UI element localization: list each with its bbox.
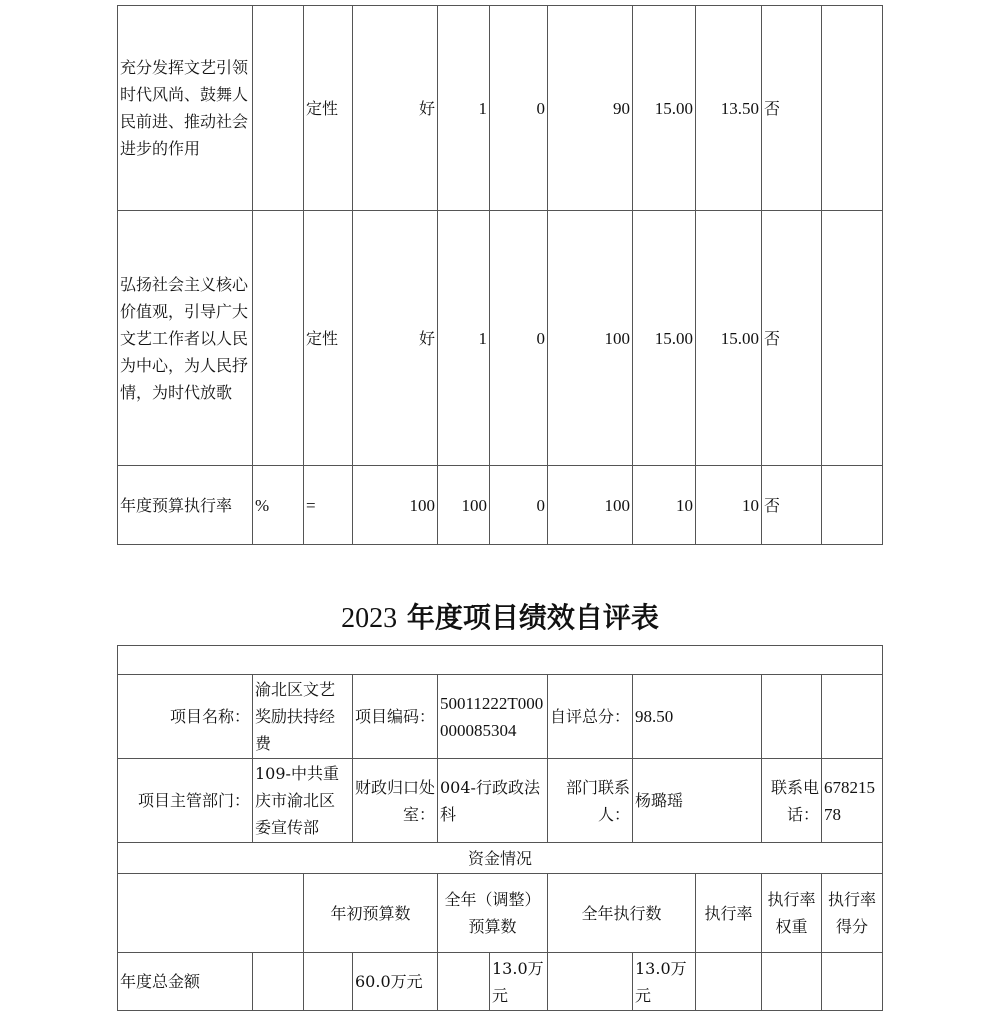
table-row <box>118 874 883 953</box>
indicator-flag: 否 <box>762 211 822 466</box>
empty-cell <box>822 675 883 759</box>
table-row <box>118 211 883 466</box>
table-row <box>118 675 883 759</box>
indicator-completion: 100 <box>548 211 633 466</box>
indicator-note <box>822 6 883 211</box>
total-initial: 60.0万元 <box>353 953 438 1011</box>
project-name: 渝北区文艺奖励扶持经费 <box>253 675 353 759</box>
indicator-unit: % <box>253 466 304 545</box>
blank-row <box>118 646 883 675</box>
empty-cell <box>822 953 883 1011</box>
indicator-deviation: 0 <box>490 211 548 466</box>
indicator-deviation: 0 <box>490 6 548 211</box>
contact: 杨璐瑶 <box>633 759 762 843</box>
empty-cell <box>762 953 822 1011</box>
table-row <box>118 646 883 675</box>
indicator-note <box>822 211 883 466</box>
empty-cell <box>253 953 304 1011</box>
indicator-weight: 10 <box>633 466 696 545</box>
table-row <box>118 759 883 843</box>
indicator-unit <box>253 6 304 211</box>
total-adjusted: 13.0万元 <box>490 953 548 1011</box>
finance-label: 财政归口处室： <box>353 759 438 843</box>
self-score: 98.50 <box>633 675 762 759</box>
phone-label: 联系电话： <box>762 759 822 843</box>
indicator-name: 年度预算执行率 <box>118 466 253 545</box>
indicator-score: 10 <box>696 466 762 545</box>
empty-cell <box>438 953 490 1011</box>
self-score-label: 自评总分： <box>548 675 633 759</box>
dept-label: 项目主管部门： <box>118 759 253 843</box>
indicator-completion: 90 <box>548 6 633 211</box>
indicator-type: 定性 <box>304 6 353 211</box>
indicator-weight: 15.00 <box>633 211 696 466</box>
col-rate: 执行率 <box>696 874 762 953</box>
indicator-name: 充分发挥文艺引领时代风尚、鼓舞人民前进、推动社会进步的作用 <box>118 6 253 211</box>
indicator-deviation: 0 <box>490 466 548 545</box>
indicator-actual: 100 <box>438 466 490 545</box>
indicator-note <box>822 466 883 545</box>
funds-header: 资金情况 <box>118 843 883 874</box>
table-row <box>118 466 883 545</box>
indicator-table <box>117 5 883 545</box>
indicator-score: 15.00 <box>696 211 762 466</box>
indicator-target: 好 <box>353 6 438 211</box>
project-name-label: 项目名称： <box>118 675 253 759</box>
table-row <box>118 953 883 1011</box>
page-title <box>0 598 1000 639</box>
indicator-target: 100 <box>353 466 438 545</box>
indicator-actual: 1 <box>438 211 490 466</box>
col-rate-weight: 执行率权重 <box>762 874 822 953</box>
indicator-completion: 100 <box>548 466 633 545</box>
phone: 67821578 <box>822 759 883 843</box>
indicator-flag: 否 <box>762 466 822 545</box>
title-year: 2023 <box>341 603 398 634</box>
col-adjusted-budget: 全年（调整）预算数 <box>438 874 548 953</box>
indicator-score: 13.50 <box>696 6 762 211</box>
empty-cell <box>762 675 822 759</box>
indicator-weight: 15.00 <box>633 6 696 211</box>
col-initial-budget: 年初预算数 <box>304 874 438 953</box>
indicator-type: = <box>304 466 353 545</box>
total-label: 年度总金额 <box>118 953 253 1011</box>
indicator-actual: 1 <box>438 6 490 211</box>
indicator-name: 弘扬社会主义核心价值观，引导广大文艺工作者以人民为中心，为人民抒情，为时代放歌 <box>118 211 253 466</box>
contact-label: 部门联系人： <box>548 759 633 843</box>
empty-cell <box>696 953 762 1011</box>
project-code: 50011222T000000085304 <box>438 675 548 759</box>
empty-cell <box>118 874 304 953</box>
indicator-type: 定性 <box>304 211 353 466</box>
title-text: 年度项目绩效自评表 <box>406 601 659 634</box>
indicator-flag: 否 <box>762 6 822 211</box>
col-executed: 全年执行数 <box>548 874 696 953</box>
project-code-label: 项目编码： <box>353 675 438 759</box>
col-rate-score: 执行率得分 <box>822 874 883 953</box>
dept: 109-中共重庆市渝北区委宣传部 <box>253 759 353 843</box>
table-row <box>118 6 883 211</box>
empty-cell <box>548 953 633 1011</box>
finance: 004-行政政法科 <box>438 759 548 843</box>
indicator-unit <box>253 211 304 466</box>
evaluation-table <box>117 645 883 1011</box>
table-row <box>118 843 883 874</box>
indicator-target: 好 <box>353 211 438 466</box>
total-executed: 13.0万元 <box>633 953 696 1011</box>
empty-cell <box>304 953 353 1011</box>
